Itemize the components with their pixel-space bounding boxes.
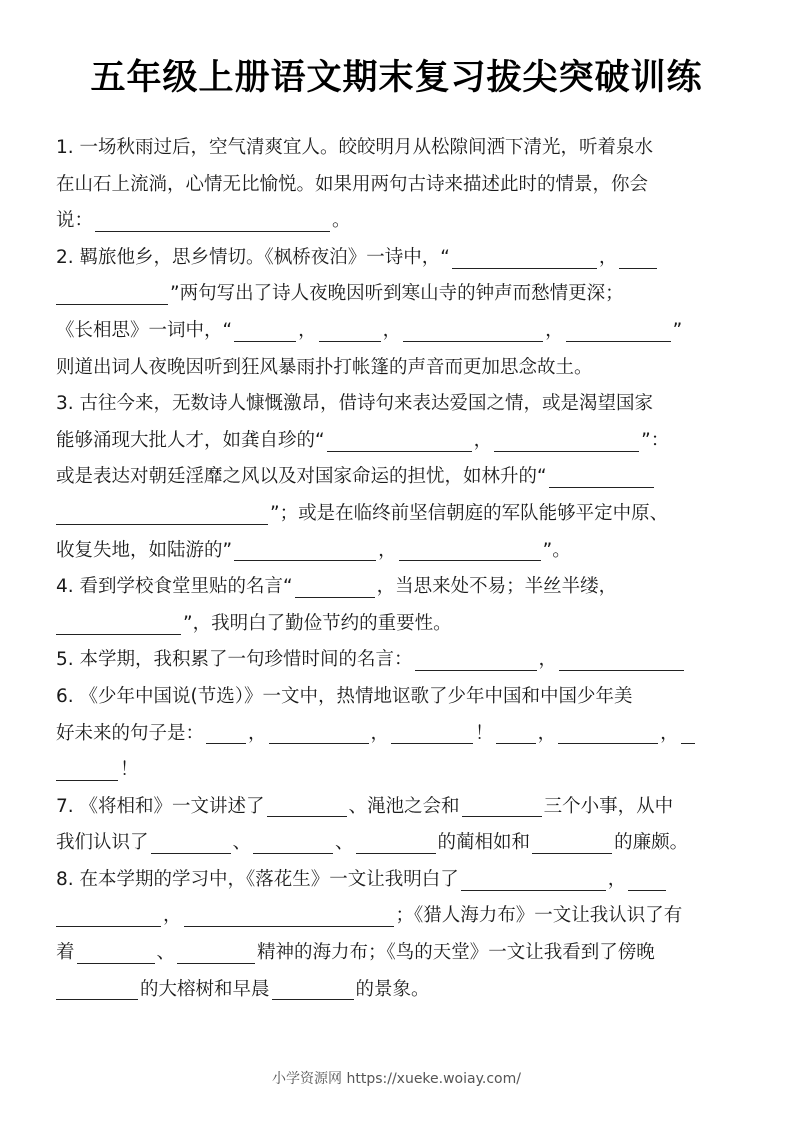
question-2-line-1: 2. 羁旅他乡，思乡情切。《枫桥夜泊》一诗中，“ ， [56, 240, 742, 277]
question-2-line-4: 则道出词人夜晚因听到狂风暴雨扑打帐篷的声音而更加思念故土。 [56, 356, 593, 378]
answer-blank[interactable] [206, 723, 246, 744]
question-1-line-2: 在山石上流淌，心情无比愉悦。如果用两句古诗来描述此时的情景，你会 [56, 173, 649, 195]
answer-blank[interactable] [56, 284, 168, 305]
question-4-line-2: ”，我明白了勤俭节约的重要性。 [56, 606, 742, 643]
question-1-line-1: 1. 一场秋雨过后，空气清爽宜人。皎皎明月从松隙间洒下清光，听着泉水 [56, 137, 654, 158]
answer-blank[interactable] [151, 833, 231, 854]
question-3-line-4: ”；或是在临终前坚信朝庭的军队能够平定中原、 [56, 496, 742, 533]
question-7-line-2: 我们认识了 、 、 的蔺相如和 的廉颇。 [56, 832, 689, 854]
question-8-line-2: ， ；《猎人海力布》一文让我认识了有 [56, 898, 742, 935]
question-1-line-3: 说： 。 [56, 210, 351, 232]
answer-blank[interactable] [559, 650, 684, 671]
question-3-line-5: 收复失地，如陆游的” ， ”。 [56, 539, 571, 561]
question-2-line-3: 《长相思》一词中，“ ， ， ， ” [56, 319, 683, 341]
answer-blank[interactable] [184, 906, 394, 927]
answer-blank[interactable] [494, 431, 639, 452]
question-3-line-3: 或是表达对朝廷淫靡之风以及对国家命运的担忧，如林升的“ [56, 459, 742, 496]
answer-blank[interactable] [295, 577, 375, 598]
answer-blank[interactable] [681, 723, 695, 744]
question-6-line-3: ！ [56, 752, 742, 789]
answer-blank[interactable] [56, 906, 161, 927]
answer-blank[interactable] [452, 248, 597, 269]
answer-blank[interactable] [356, 833, 436, 854]
answer-blank[interactable] [177, 943, 255, 964]
question-6-line-2: 好未来的句子是： ， ， ！ ， ， [56, 716, 742, 753]
question-6-line-1: 6. 《少年中国说(节选）》一文中，热情地讴歌了少年中国和中国少年美 [56, 685, 633, 707]
question-3-line-1: 3. 古往今来，无数诗人慷慨激昂，借诗句来表达爱国之情，或是渴望国家 [56, 393, 654, 415]
question-5-line-1: 5. 本学期，我积累了一句珍惜时间的名言： ， [56, 642, 742, 679]
answer-blank[interactable] [56, 979, 138, 1000]
question-8-line-4: 的大榕树和早晨 的景象。 [56, 972, 742, 1009]
answer-blank[interactable] [234, 321, 296, 342]
question-4-line-1: 4. 看到学校食堂里贴的名言“ ，当思来处不易；半丝半缕， [56, 576, 618, 598]
answer-blank[interactable] [269, 723, 369, 744]
answer-blank[interactable] [628, 870, 666, 891]
answer-blank[interactable] [272, 979, 354, 1000]
answer-blank[interactable] [558, 723, 658, 744]
answer-blank[interactable] [403, 321, 543, 342]
answer-blank[interactable] [234, 540, 376, 561]
answer-blank[interactable] [56, 614, 181, 635]
question-3-line-2: 能够涌现大批人才，如龚自珍的“ ， ”： [56, 429, 670, 451]
answer-blank[interactable] [462, 796, 542, 817]
answer-blank[interactable] [319, 321, 381, 342]
answer-blank[interactable] [532, 833, 612, 854]
question-list [56, 130, 742, 1008]
question-8-line-3: 着 、 精神的海力布；《鸟的天堂》一文让我看到了傍晚 [56, 942, 655, 964]
answer-blank[interactable] [461, 870, 606, 891]
answer-blank[interactable] [391, 723, 473, 744]
answer-blank[interactable] [399, 540, 541, 561]
answer-blank[interactable] [327, 431, 472, 452]
question-7-line-1: 7. 《将相和》一文讲述了 、渑池之会和 三个小事，从中 [56, 795, 674, 817]
answer-blank[interactable] [253, 833, 333, 854]
question-2-line-2: ”两句写出了诗人夜晚因听到寒山寺的钟声而愁情更深； [56, 276, 742, 313]
answer-blank[interactable] [619, 248, 657, 269]
answer-blank[interactable] [549, 467, 654, 488]
answer-blank[interactable] [95, 211, 330, 232]
answer-blank[interactable] [415, 650, 537, 671]
page-title: 五年级上册语文期末复习拔尖突破训练 [90, 58, 703, 98]
answer-blank[interactable] [496, 723, 536, 744]
answer-blank[interactable] [566, 321, 671, 342]
answer-blank[interactable] [267, 796, 347, 817]
question-8-line-1: 8. 在本学期的学习中，《落花生》一文让我明白了 ， [56, 862, 742, 899]
answer-blank[interactable] [56, 504, 268, 525]
answer-blank[interactable] [56, 760, 118, 781]
answer-blank[interactable] [77, 943, 155, 964]
footer-watermark: 小学资源网 https://xueke.woiay.com/ [272, 1071, 521, 1087]
